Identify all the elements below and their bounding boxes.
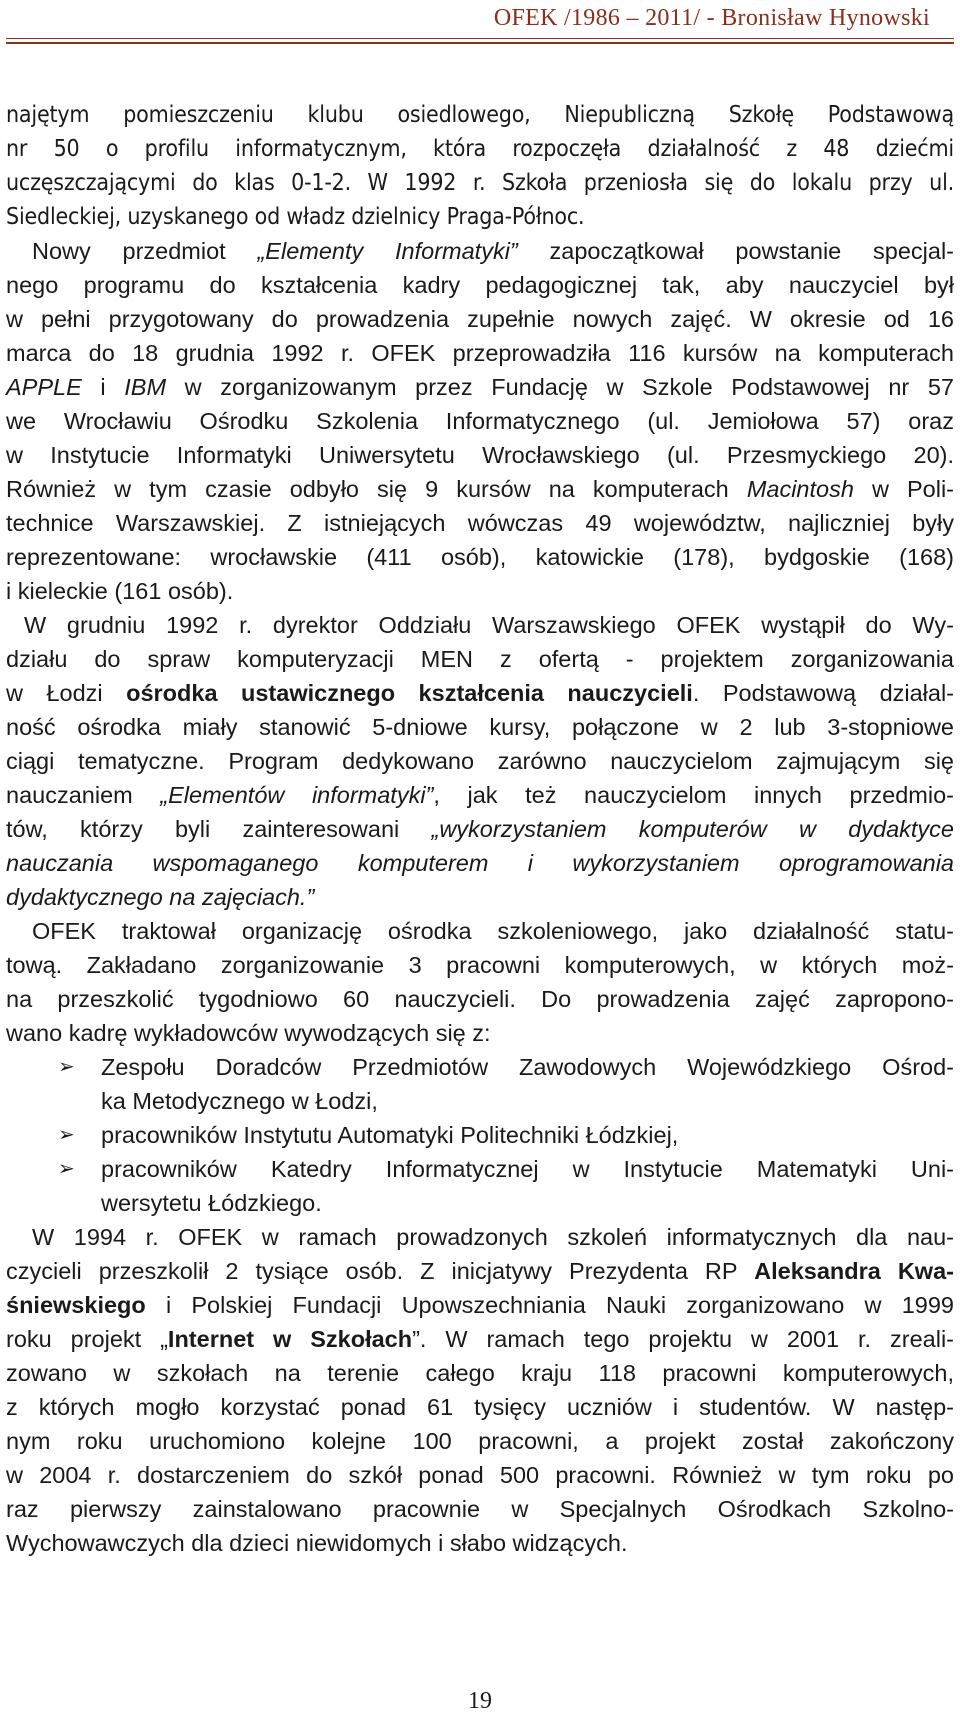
text-span: w Łodzi (6, 680, 127, 706)
italic-title: „Elementów informatyki” (160, 782, 434, 808)
text-line (6, 846, 954, 880)
text-line (6, 880, 954, 914)
text-span: Również w tym czasie odbyło się 9 kursów na komputerach (6, 476, 747, 502)
text-line: ciągi tematyczne. Program dedykowano zarówno nauczycielom zajmującym się (6, 748, 954, 774)
text-span: i Polskiej Fundacji Upowszechniania Nauki zorganizowano w 1999 (145, 1292, 954, 1318)
text-span: tów, którzy byli zainteresowani (6, 816, 432, 842)
text-line: marca do 18 grudnia 1992 r. OFEK przeprowadziła 116 kursów na komputerach (6, 340, 954, 366)
text-line (6, 234, 954, 268)
text-line: nego programu do kształcenia kadry pedagogicznej tak, aby nauczyciel był (6, 272, 954, 298)
bold-project-name: Internet w Szkołach (167, 1326, 413, 1352)
italic-title: „Elementy Informatyki” (257, 238, 518, 264)
list-item-text: pracowników Katedry Informatycznej w Instytucie Matematyki Uni- (101, 1156, 954, 1182)
text-line: najętym pomieszczeniu klubu osiedlowego, Niepubliczną Szkołę Podstawową (6, 102, 954, 128)
text-span: , jak też nauczycielom innych przedmio- (433, 782, 954, 808)
bold-name: Aleksandra Kwa- (754, 1258, 954, 1284)
italic-quote: dydaktycznego na zajęciach.” (6, 884, 315, 910)
text-line: działu do spraw komputeryzacji MEN z ofertą - projektem zorganizowania (6, 646, 954, 672)
text-span: w zorganizowanym przez Fundację w Szkole Podstawowej nr 57 (166, 374, 954, 400)
text-line: Wychowawczych dla dzieci niewidomych i słabo widzących. (6, 1530, 628, 1556)
text-span: i (81, 374, 125, 400)
italic-term: APPLE (6, 374, 82, 400)
text-span: zapoczątkował powstanie specjal- (517, 238, 954, 264)
page-number: 19 (468, 1688, 492, 1714)
text-line: w 2004 r. dostarczeniem do szkół ponad 500 pracowni. Również w tym roku po (6, 1462, 954, 1488)
list-item-continuation: ka Metodycznego w Łodzi, (101, 1088, 378, 1114)
text-span: w Poli- (853, 476, 954, 502)
text-line: reprezentowane: wrocławskie (411 osób), katowickie (178), bydgoskie (168) (6, 544, 954, 570)
text-line: nym roku uruchomiono kolejne 100 pracowni, a projekt został zakończony (6, 1428, 954, 1454)
text-line: uczęszczającymi do klas 0-1-2. W 1992 r. Szkoła przeniosła się do lokalu przy ul. (6, 170, 954, 196)
text-line: technice Warszawskiej. Z istniejących wówczas 49 województw, najliczniej były (6, 510, 954, 536)
text-line: z których mogło korzystać ponad 61 tysięcy uczniów i studentów. W następ- (6, 1394, 954, 1420)
text-line: nr 50 o profilu informatycznym, która rozpoczęła działalność z 48 dziećmi (6, 136, 954, 162)
italic-quote: „wykorzystaniem komputerów w dydaktyce (431, 816, 955, 842)
italic-term: IBM (124, 374, 167, 400)
italic-quote: nauczania wspomaganego komputerem i wykorzystaniem oprogramowania (6, 850, 954, 876)
list-item (6, 1050, 954, 1084)
arrow-bullet-icon: ➢ (58, 1158, 75, 1180)
text-line: we Wrocławiu Ośrodku Szkolenia Informatycznego (ul. Jemiołowa 57) oraz (6, 408, 954, 434)
header-rule (6, 38, 954, 39)
text-line (6, 370, 954, 404)
text-line (6, 812, 954, 846)
list-item-text: pracowników Instytutu Automatyki Politechniki Łódzkiej, (101, 1122, 679, 1148)
text-span: Nowy przedmiot (32, 238, 258, 264)
text-line: Siedleckiej, uzyskanego od władz dzielnicy Praga-Północ. (6, 204, 585, 230)
text-span: roku projekt „ (6, 1326, 168, 1352)
text-line: ność ośrodka miały stanowić 5-dniowe kursy, połączone w 2 lub 3-stopniowe (6, 714, 954, 740)
text-line: W 1994 r. OFEK w ramach prowadzonych szkoleń informatycznych dla nau- (32, 1224, 954, 1250)
text-line (6, 1254, 954, 1288)
text-line: w Instytucie Informatyki Uniwersytetu Wrocławskiego (ul. Przesmyckiego 20). (6, 442, 954, 468)
text-line (6, 472, 954, 506)
text-line: W grudniu 1992 r. dyrektor Oddziału Warszawskiego OFEK wystąpił do Wy- (24, 612, 954, 638)
text-line (6, 1322, 954, 1356)
text-line: na przeszkolić tygodniowo 60 nauczycieli. Do prowadzenia zajęć zapropono- (6, 986, 954, 1012)
list-item (6, 1118, 954, 1152)
text-span: . Podstawową działal- (692, 680, 955, 706)
text-line: wano kadrę wykładowców wywodzących się z: (6, 1020, 491, 1046)
text-line: OFEK traktował organizację ośrodka szkoleniowego, jako działalność statu- (32, 918, 954, 944)
bold-phrase: ośrodka ustawicznego kształcenia nauczycieli (126, 680, 693, 706)
text-line: i kieleckie (161 osób). (6, 578, 234, 604)
bold-name: śniewskiego (6, 1292, 146, 1318)
text-span: ”. W ramach tego projektu w 2001 r. zreali- (412, 1326, 954, 1352)
text-line: tową. Zakładano zorganizowanie 3 pracowni komputerowych, w których moż- (6, 952, 954, 978)
header-rule-thick (6, 42, 954, 44)
list-item (6, 1152, 954, 1186)
text-span: czycieli przeszkolił 2 tysiące osób. Z inicjatywy Prezydenta RP (6, 1258, 755, 1284)
text-line: raz pierwszy zainstalowano pracownie w Specjalnych Ośrodkach Szkolno- (6, 1496, 954, 1522)
list-item-continuation: wersytetu Łódzkiego. (101, 1190, 322, 1216)
running-header: OFEK /1986 – 2011/ - Bronisław Hynowski (493, 5, 930, 31)
text-line (6, 1288, 954, 1322)
body-text (6, 98, 954, 1560)
arrow-bullet-icon: ➢ (58, 1056, 75, 1078)
text-span: nauczaniem (6, 782, 161, 808)
list-item-text: Zespołu Doradców Przedmiotów Zawodowych Wojewódzkiego Ośrod- (101, 1054, 954, 1080)
arrow-bullet-icon: ➢ (58, 1124, 75, 1146)
italic-term: Macintosh (746, 476, 854, 502)
text-line (6, 778, 954, 812)
text-line (6, 676, 954, 710)
text-line: w pełni przygotowany do prowadzenia zupełnie nowych zajęć. W okresie od 16 (6, 306, 954, 332)
text-line: zowano w szkołach na terenie całego kraju 118 pracowni komputerowych, (6, 1360, 954, 1386)
